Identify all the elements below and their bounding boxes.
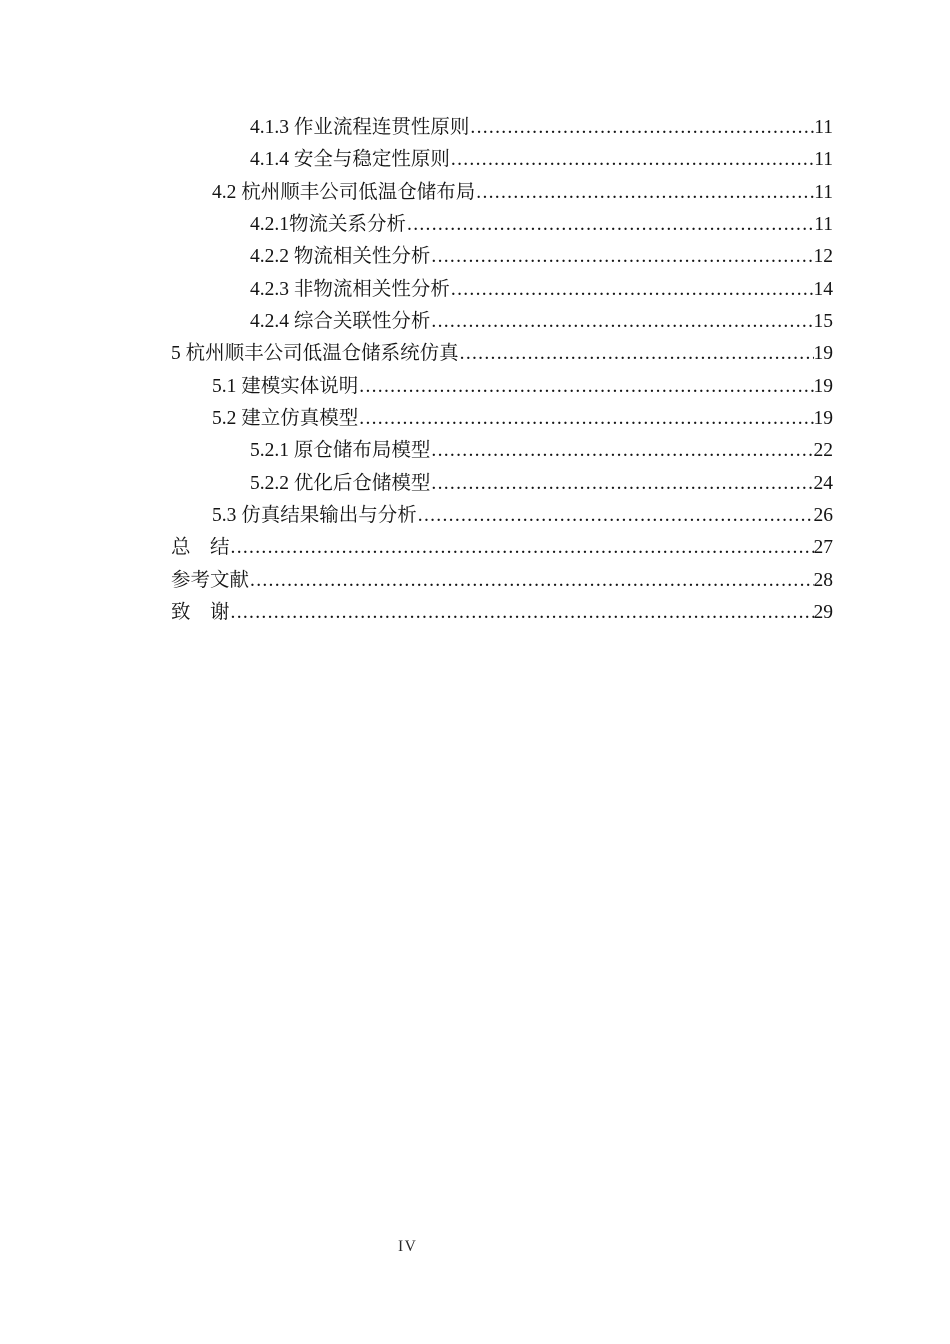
toc-entry-page: 26	[813, 504, 833, 526]
toc-entry-page: 11	[814, 149, 833, 171]
toc-entry[interactable]	[0, 112, 950, 144]
toc-entry-label: 4.2 杭州顺丰公司低温仓储布局	[212, 181, 476, 203]
toc-entry-label: 4.1.3 作业流程连贯性原则	[250, 117, 470, 138]
toc-entry-page: 11	[814, 181, 833, 203]
toc-entry-label: 4.2.3 非物流相关性分析	[250, 278, 450, 300]
toc-leader-dots	[450, 274, 814, 306]
toc-leader-dots	[459, 338, 814, 370]
toc-entry-page: 28	[813, 569, 833, 591]
toc-entry-page: 11	[814, 117, 833, 138]
toc-entry-label: 5.2.1 原仓储布局模型	[250, 440, 431, 462]
toc-entry[interactable]	[0, 241, 950, 273]
toc-entry-label: 4.2.1物流关系分析	[250, 213, 407, 235]
toc-entry[interactable]	[0, 597, 950, 629]
toc-leader-dots	[430, 241, 813, 273]
toc-leader-dots	[430, 435, 813, 467]
toc-entry-page: 14	[813, 278, 833, 300]
toc-leader-dots	[417, 500, 814, 532]
toc-entry-page: 27	[813, 537, 833, 559]
toc-entry-label: 5.2 建立仿真模型	[212, 407, 359, 429]
footer-page-number: IV	[398, 1238, 418, 1255]
toc-entry-label: 总 结	[171, 537, 230, 559]
toc-leader-dots	[358, 371, 813, 403]
toc-entry-label: 4.2.4 综合关联性分析	[250, 310, 431, 332]
toc-entry[interactable]	[0, 338, 950, 370]
toc-entry[interactable]	[0, 274, 950, 306]
toc-entry-label: 5.1 建模实体说明	[212, 375, 359, 397]
toc-leader-dots	[450, 144, 814, 176]
toc-list	[0, 112, 950, 629]
toc-entry[interactable]	[0, 403, 950, 435]
toc-entry[interactable]	[0, 371, 950, 403]
toc-entry[interactable]	[0, 209, 950, 241]
toc-leader-dots	[475, 177, 814, 209]
toc-entry-page: 12	[813, 246, 833, 268]
toc-leader-dots	[430, 306, 813, 338]
toc-entry[interactable]	[0, 306, 950, 338]
toc-entry-page: 15	[813, 310, 833, 332]
toc-entry[interactable]	[0, 177, 950, 209]
toc-entry-label: 4.2.2 物流相关性分析	[250, 246, 431, 268]
toc-entry-page: 19	[813, 375, 833, 397]
toc-entry-page: 19	[813, 343, 833, 365]
toc-entry-label: 5 杭州顺丰公司低温仓储系统仿真	[171, 343, 459, 365]
toc-entry[interactable]	[0, 468, 950, 500]
toc-entry[interactable]	[0, 500, 950, 532]
toc-entry-page: 22	[813, 440, 833, 462]
toc-leader-dots	[469, 112, 814, 144]
toc-entry[interactable]	[0, 565, 950, 597]
toc-entry-page: 24	[813, 472, 833, 494]
toc-leader-dots	[230, 532, 814, 564]
toc-entry[interactable]	[0, 435, 950, 467]
toc-leader-dots	[430, 468, 813, 500]
toc-leader-dots	[406, 209, 814, 241]
toc-entry-label: 参考文献	[171, 569, 250, 591]
toc-leader-dots	[230, 597, 814, 629]
toc-leader-dots	[358, 403, 813, 435]
toc-entry-page: 11	[814, 213, 833, 235]
toc-entry-label: 致 谢	[171, 601, 230, 623]
toc-entry-label: 5.2.2 优化后仓储模型	[250, 472, 431, 494]
toc-entry-page: 19	[813, 407, 833, 429]
toc-entry-label: 5.3 仿真结果输出与分析	[212, 504, 417, 526]
toc-entry[interactable]	[0, 144, 950, 176]
page-footer	[398, 1238, 417, 1256]
toc-entry-label: 4.1.4 安全与稳定性原则	[250, 149, 450, 171]
toc-leader-dots	[249, 565, 813, 597]
toc-entry[interactable]	[0, 532, 950, 564]
toc-entry-page: 29	[813, 601, 833, 623]
